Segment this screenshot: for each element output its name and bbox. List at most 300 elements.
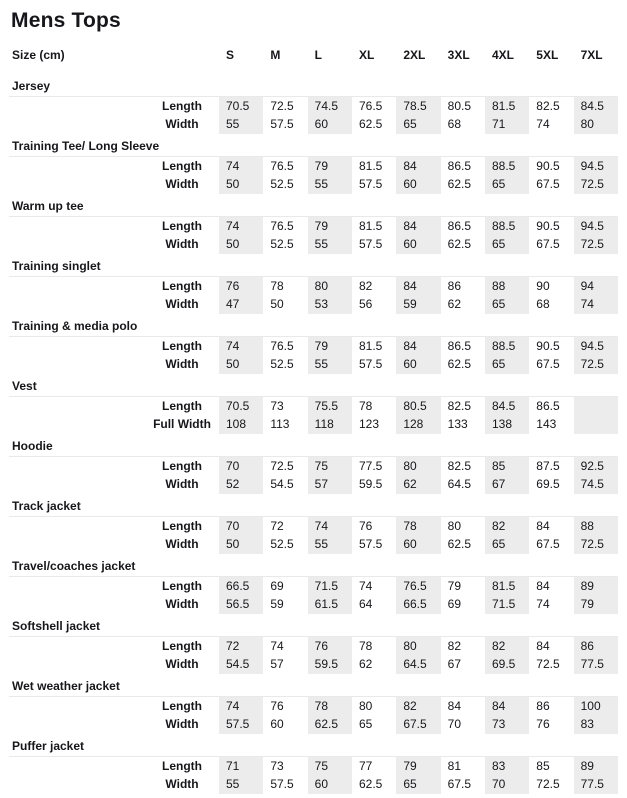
- size-value-cell: 65: [485, 355, 529, 374]
- size-value-cell: 81.5: [485, 577, 529, 596]
- row-label: Length: [162, 639, 202, 653]
- size-value-cell: 128: [396, 415, 440, 434]
- size-value-cell: 80.5: [447, 99, 471, 113]
- size-value-cell: 62: [396, 475, 440, 494]
- row-label: Width: [165, 477, 199, 491]
- size-value-cell: 60: [396, 175, 440, 194]
- size-value-cell: 71: [219, 757, 263, 776]
- size-column-header: XL: [358, 48, 375, 62]
- size-value-cell: 86: [536, 699, 550, 713]
- measurement-row: [9, 595, 618, 614]
- size-value-cell: 60: [270, 717, 284, 731]
- size-value-cell: 82.5: [447, 399, 471, 413]
- size-value-cell: 67: [485, 475, 529, 494]
- size-value-cell: 79: [574, 595, 618, 614]
- size-value-cell: 74: [574, 295, 618, 314]
- size-value-cell: 76: [270, 699, 284, 713]
- section-title: Wet weather jacket: [9, 674, 618, 697]
- size-value-cell: 84: [396, 337, 440, 356]
- section-column-spacer: [9, 637, 145, 656]
- size-value-cell: 75.5: [308, 397, 352, 416]
- size-value-cell: 71: [485, 115, 529, 134]
- size-column-header: M: [270, 48, 281, 62]
- row-label: Width: [165, 117, 199, 131]
- size-value-cell: 71.5: [308, 577, 352, 596]
- size-value-cell: 57: [270, 657, 284, 671]
- row-label: Length: [162, 699, 202, 713]
- size-value-cell: 88: [574, 517, 618, 536]
- measurement-row: [9, 697, 618, 716]
- size-value-cell: 81.5: [358, 219, 383, 233]
- size-value-cell: 86: [574, 637, 618, 656]
- size-value-cell: 54.5: [270, 477, 294, 491]
- size-value-cell: 76.5: [396, 577, 440, 596]
- size-value-cell: 74: [219, 337, 263, 356]
- measurement-row: [9, 217, 618, 236]
- size-value-cell: 94.5: [574, 157, 618, 176]
- size-value-cell: 82.5: [536, 99, 560, 113]
- size-value-cell: 80: [574, 115, 618, 134]
- section-column-spacer: [9, 475, 145, 494]
- measurement-row: [9, 715, 618, 734]
- section-column-spacer: [9, 457, 145, 476]
- size-value-cell: 83: [485, 757, 529, 776]
- size-value-cell: 70.5: [219, 397, 263, 416]
- size-value-cell: 62: [447, 297, 461, 311]
- size-value-cell: 74: [536, 117, 550, 131]
- size-value-cell: 62.5: [447, 177, 471, 191]
- measurement-row: [9, 175, 618, 194]
- section-column-spacer: [9, 295, 145, 314]
- size-value-cell: 74.5: [308, 97, 352, 116]
- size-value-cell: 72.5: [270, 99, 294, 113]
- size-value-cell: 72.5: [536, 657, 560, 671]
- measurement-row: [9, 415, 618, 434]
- size-value-cell: 80: [358, 699, 373, 713]
- size-value-cell: 72.5: [574, 535, 618, 554]
- size-value-cell: 70: [219, 457, 263, 476]
- size-value-cell: 138: [485, 415, 529, 434]
- size-value-cell: 77.5: [574, 655, 618, 674]
- size-value-cell: 81: [447, 759, 461, 773]
- size-value-cell: 72.5: [574, 355, 618, 374]
- size-value-cell: 76.5: [358, 99, 383, 113]
- size-value-cell: 78: [358, 639, 373, 653]
- size-value-cell: 69: [270, 579, 284, 593]
- size-value-cell: 74.5: [574, 475, 618, 494]
- row-label: Width: [165, 777, 199, 791]
- size-value-cell: 78: [308, 697, 352, 716]
- section-title: Jersey: [9, 74, 618, 97]
- size-value-cell: 62.5: [358, 117, 383, 131]
- section-column-spacer: [9, 175, 145, 194]
- size-value-cell: 65: [485, 295, 529, 314]
- row-label: Length: [162, 339, 202, 353]
- size-value-cell: 70.5: [219, 97, 263, 116]
- size-value-cell: 85: [485, 457, 529, 476]
- size-value-cell: 86.5: [447, 339, 471, 353]
- section-column-spacer: [9, 697, 145, 716]
- size-value-cell: 70: [447, 717, 461, 731]
- section-title: Hoodie: [9, 434, 618, 457]
- row-label: Length: [162, 279, 202, 293]
- size-value-cell: 143: [536, 417, 557, 431]
- size-value-cell: 84: [396, 277, 440, 296]
- size-value-cell: 57.5: [358, 537, 383, 551]
- size-value-cell: 79: [308, 157, 352, 176]
- section-row: [9, 194, 618, 217]
- size-value-cell: 68: [447, 117, 461, 131]
- size-value-cell: 76: [308, 637, 352, 656]
- size-value-cell: 84: [396, 157, 440, 176]
- section-row: [9, 134, 618, 157]
- size-value-cell: 79: [447, 579, 461, 593]
- size-value-cell: 84: [536, 639, 550, 653]
- size-value-cell: 60: [396, 235, 440, 254]
- size-value-cell: 69: [447, 597, 461, 611]
- size-value-cell: 74: [308, 517, 352, 536]
- row-label: Width: [165, 657, 199, 671]
- size-value-cell: 65: [485, 535, 529, 554]
- size-value-cell: 83: [574, 715, 618, 734]
- measurement-row: [9, 295, 618, 314]
- section-column-spacer: [9, 517, 145, 536]
- section-column-spacer: [9, 337, 145, 356]
- size-value-cell: 69.5: [536, 477, 560, 491]
- size-column-header: L: [314, 48, 322, 62]
- size-value-cell: 62.5: [358, 777, 383, 791]
- size-value-cell: 67.5: [536, 237, 560, 251]
- size-value-cell: 50: [219, 235, 263, 254]
- size-value-cell: 74: [536, 597, 550, 611]
- size-value-cell: 113: [270, 417, 290, 431]
- size-value-cell: 84: [485, 697, 529, 716]
- size-value-cell: 84: [447, 699, 461, 713]
- measurement-row: [9, 115, 618, 134]
- size-chart-table: [9, 46, 618, 794]
- size-value-cell: 57.5: [270, 117, 294, 131]
- size-value-cell: 56: [358, 297, 373, 311]
- size-value-cell: 100: [574, 697, 618, 716]
- size-value-cell: 84: [396, 217, 440, 236]
- size-value-cell: 90.5: [536, 159, 560, 173]
- size-value-cell: 55: [308, 175, 352, 194]
- size-value-cell: 76.5: [270, 159, 294, 173]
- size-value-cell: 60: [396, 355, 440, 374]
- size-value-cell: 86.5: [447, 159, 471, 173]
- size-value-cell: 89: [574, 757, 618, 776]
- size-value-cell: 81.5: [358, 159, 383, 173]
- row-label: Length: [162, 519, 202, 533]
- size-value-cell: 79: [396, 757, 440, 776]
- size-value-cell: 72: [219, 637, 263, 656]
- section-title: Vest: [9, 374, 618, 397]
- size-column-header: S: [226, 48, 235, 62]
- size-value-cell: 88: [485, 277, 529, 296]
- row-label: Length: [162, 219, 202, 233]
- size-value-cell: 81.5: [485, 97, 529, 116]
- measurement-row: [9, 757, 618, 776]
- size-value-cell: 74: [219, 217, 263, 236]
- size-value-cell: 59.5: [358, 477, 383, 491]
- size-value-cell: 118: [308, 415, 352, 434]
- section-column-spacer: [9, 217, 145, 236]
- section-title: Warm up tee: [9, 194, 618, 217]
- size-value-cell: 80: [396, 457, 440, 476]
- size-value-cell: 75: [308, 757, 352, 776]
- size-value-cell: 60: [308, 115, 352, 134]
- section-column-spacer: [9, 277, 145, 296]
- size-value-cell: 72.5: [270, 459, 294, 473]
- measurement-row: [9, 157, 618, 176]
- size-column-header: 7XL: [580, 48, 603, 62]
- size-value-cell: 52.5: [270, 357, 294, 371]
- size-value-cell: 64: [358, 597, 373, 611]
- measurement-row: [9, 235, 618, 254]
- section-row: [9, 554, 618, 577]
- size-value-cell: [574, 415, 618, 434]
- row-label: Width: [165, 717, 199, 731]
- measurement-row: [9, 775, 618, 794]
- row-label: Width: [165, 237, 199, 251]
- size-value-cell: 65: [396, 115, 440, 134]
- size-value-cell: 50: [219, 535, 263, 554]
- size-column-header: 3XL: [447, 48, 470, 62]
- size-value-cell: 78: [358, 399, 373, 413]
- size-value-cell: 76.5: [270, 339, 294, 353]
- section-row: [9, 734, 618, 757]
- size-value-cell: 80: [396, 637, 440, 656]
- size-value-cell: 65: [485, 235, 529, 254]
- size-value-cell: 67: [447, 657, 461, 671]
- section-title: Training singlet: [9, 254, 618, 277]
- size-value-cell: 59: [396, 295, 440, 314]
- page-title: Mens Tops: [11, 9, 121, 32]
- measurement-row: [9, 577, 618, 596]
- measurement-row: [9, 637, 618, 656]
- section-title: Softshell jacket: [9, 614, 618, 637]
- size-value-cell: 76: [536, 717, 550, 731]
- size-value-cell: 52: [219, 475, 263, 494]
- section-title: Travel/coaches jacket: [9, 554, 618, 577]
- size-value-cell: 82.5: [447, 459, 471, 473]
- size-value-cell: 81.5: [358, 339, 383, 353]
- size-value-cell: 57.5: [358, 177, 383, 191]
- size-value-cell: 62.5: [447, 237, 471, 251]
- size-value-cell: 57.5: [358, 357, 383, 371]
- size-value-cell: [574, 397, 618, 416]
- section-column-spacer: [9, 115, 145, 134]
- size-value-cell: 57: [308, 475, 352, 494]
- size-value-cell: 57.5: [219, 715, 263, 734]
- measurement-row: [9, 535, 618, 554]
- size-value-cell: 62.5: [447, 537, 471, 551]
- row-label: Width: [165, 177, 199, 191]
- size-value-cell: 82: [485, 517, 529, 536]
- measurement-row: [9, 397, 618, 416]
- size-value-cell: 62.5: [447, 357, 471, 371]
- size-value-cell: 66.5: [396, 595, 440, 614]
- size-value-cell: 85: [536, 759, 550, 773]
- size-value-cell: 86: [447, 279, 461, 293]
- size-value-cell: 52.5: [270, 177, 294, 191]
- size-value-cell: 77: [358, 759, 373, 773]
- size-value-cell: 87.5: [536, 459, 560, 473]
- row-label: Length: [162, 159, 202, 173]
- section-row: [9, 74, 618, 97]
- size-value-cell: 57.5: [358, 237, 383, 251]
- size-value-cell: 76: [358, 519, 373, 533]
- measurement-row: [9, 337, 618, 356]
- size-value-cell: 78.5: [396, 97, 440, 116]
- size-value-cell: 72.5: [574, 175, 618, 194]
- size-value-cell: 67.5: [536, 357, 560, 371]
- size-value-cell: 82: [396, 697, 440, 716]
- size-value-cell: 78: [270, 279, 284, 293]
- size-value-cell: 62.5: [308, 715, 352, 734]
- size-value-cell: 123: [358, 417, 380, 431]
- measurement-row: [9, 355, 618, 374]
- section-column-spacer: [9, 595, 145, 614]
- size-value-cell: 55: [308, 355, 352, 374]
- size-value-cell: 82: [358, 279, 373, 293]
- size-value-cell: 88.5: [485, 157, 529, 176]
- size-value-cell: 76: [219, 277, 263, 296]
- row-label: Width: [165, 537, 199, 551]
- size-value-cell: 68: [536, 297, 550, 311]
- section-column-spacer: [9, 577, 145, 596]
- size-value-cell: 84.5: [485, 397, 529, 416]
- size-value-cell: 94.5: [574, 217, 618, 236]
- size-value-cell: 69.5: [485, 655, 529, 674]
- size-value-cell: 80.5: [396, 397, 440, 416]
- size-value-cell: 52.5: [270, 537, 294, 551]
- section-column-spacer: [9, 535, 145, 554]
- size-value-cell: 60: [308, 775, 352, 794]
- section-column-spacer: [9, 775, 145, 794]
- section-row: [9, 674, 618, 697]
- size-value-cell: 84: [536, 519, 550, 533]
- size-value-cell: 88.5: [485, 217, 529, 236]
- size-value-cell: 56.5: [219, 595, 263, 614]
- size-value-cell: 47: [219, 295, 263, 314]
- size-value-cell: 59.5: [308, 655, 352, 674]
- section-column-spacer: [9, 397, 145, 416]
- row-label: Length: [162, 579, 202, 593]
- size-value-cell: 67.5: [396, 715, 440, 734]
- size-value-cell: 88.5: [485, 337, 529, 356]
- section-column-spacer: [9, 715, 145, 734]
- size-value-cell: 84: [536, 579, 550, 593]
- size-value-cell: 73: [485, 715, 529, 734]
- size-value-cell: 74: [270, 639, 284, 653]
- size-value-cell: 79: [308, 337, 352, 356]
- size-value-cell: 64.5: [396, 655, 440, 674]
- row-label: Width: [165, 357, 199, 371]
- section-column-spacer: [9, 355, 145, 374]
- size-value-cell: 72: [270, 519, 284, 533]
- size-value-cell: 55: [308, 235, 352, 254]
- size-value-cell: 86.5: [447, 219, 471, 233]
- section-row: [9, 434, 618, 457]
- size-value-cell: 70: [485, 775, 529, 794]
- size-unit-label: Size (cm): [12, 48, 65, 62]
- size-value-cell: 71.5: [485, 595, 529, 614]
- size-value-cell: 80: [308, 277, 352, 296]
- size-value-cell: 67.5: [536, 537, 560, 551]
- size-value-cell: 65: [358, 717, 373, 731]
- measurement-row: [9, 475, 618, 494]
- size-column-header: 2XL: [403, 48, 426, 62]
- size-value-cell: 65: [396, 775, 440, 794]
- row-label: Width: [165, 297, 199, 311]
- section-column-spacer: [9, 97, 145, 116]
- size-value-cell: 74: [358, 579, 373, 593]
- size-value-cell: 76.5: [270, 219, 294, 233]
- row-label: Length: [162, 459, 202, 473]
- section-title: Training Tee/ Long Sleeve: [9, 134, 618, 157]
- size-value-cell: 75: [308, 457, 352, 476]
- size-value-cell: 57.5: [270, 777, 294, 791]
- size-value-cell: 55: [308, 535, 352, 554]
- size-value-cell: 90.5: [536, 339, 560, 353]
- size-value-cell: 65: [485, 175, 529, 194]
- size-value-cell: 64.5: [447, 477, 471, 491]
- section-row: [9, 254, 618, 277]
- row-label: Length: [162, 99, 202, 113]
- size-value-cell: 70: [219, 517, 263, 536]
- section-column-spacer: [9, 235, 145, 254]
- size-value-cell: 90: [536, 279, 550, 293]
- size-value-cell: 60: [396, 535, 440, 554]
- size-value-cell: 67.5: [447, 777, 471, 791]
- size-value-cell: 50: [270, 297, 284, 311]
- size-value-cell: 74: [219, 157, 263, 176]
- section-title: Puffer jacket: [9, 734, 618, 757]
- size-value-cell: 82: [485, 637, 529, 656]
- measurement-row: [9, 457, 618, 476]
- size-value-cell: 73: [270, 759, 284, 773]
- size-value-cell: 55: [219, 775, 263, 794]
- size-value-cell: 80: [447, 519, 461, 533]
- row-label: Length: [162, 399, 202, 413]
- section-column-spacer: [9, 655, 145, 674]
- size-value-cell: 62: [358, 657, 373, 671]
- section-row: [9, 314, 618, 337]
- size-value-cell: 74: [219, 697, 263, 716]
- row-label: Full Width: [153, 417, 211, 431]
- section-column-spacer: [9, 757, 145, 776]
- size-value-cell: 92.5: [574, 457, 618, 476]
- section-title: Training & media polo: [9, 314, 618, 337]
- size-value-cell: 77.5: [574, 775, 618, 794]
- size-value-cell: 50: [219, 175, 263, 194]
- size-value-cell: 55: [219, 115, 263, 134]
- size-value-cell: 59: [270, 597, 284, 611]
- size-value-cell: 72.5: [574, 235, 618, 254]
- size-value-cell: 78: [396, 517, 440, 536]
- size-value-cell: 90.5: [536, 219, 560, 233]
- size-value-cell: 86.5: [536, 399, 560, 413]
- size-value-cell: 82: [447, 639, 461, 653]
- size-value-cell: 54.5: [219, 655, 263, 674]
- size-value-cell: 79: [308, 217, 352, 236]
- size-value-cell: 133: [447, 417, 468, 431]
- size-value-cell: 66.5: [219, 577, 263, 596]
- size-value-cell: 94.5: [574, 337, 618, 356]
- section-title: Track jacket: [9, 494, 618, 517]
- size-value-cell: 84.5: [574, 97, 618, 116]
